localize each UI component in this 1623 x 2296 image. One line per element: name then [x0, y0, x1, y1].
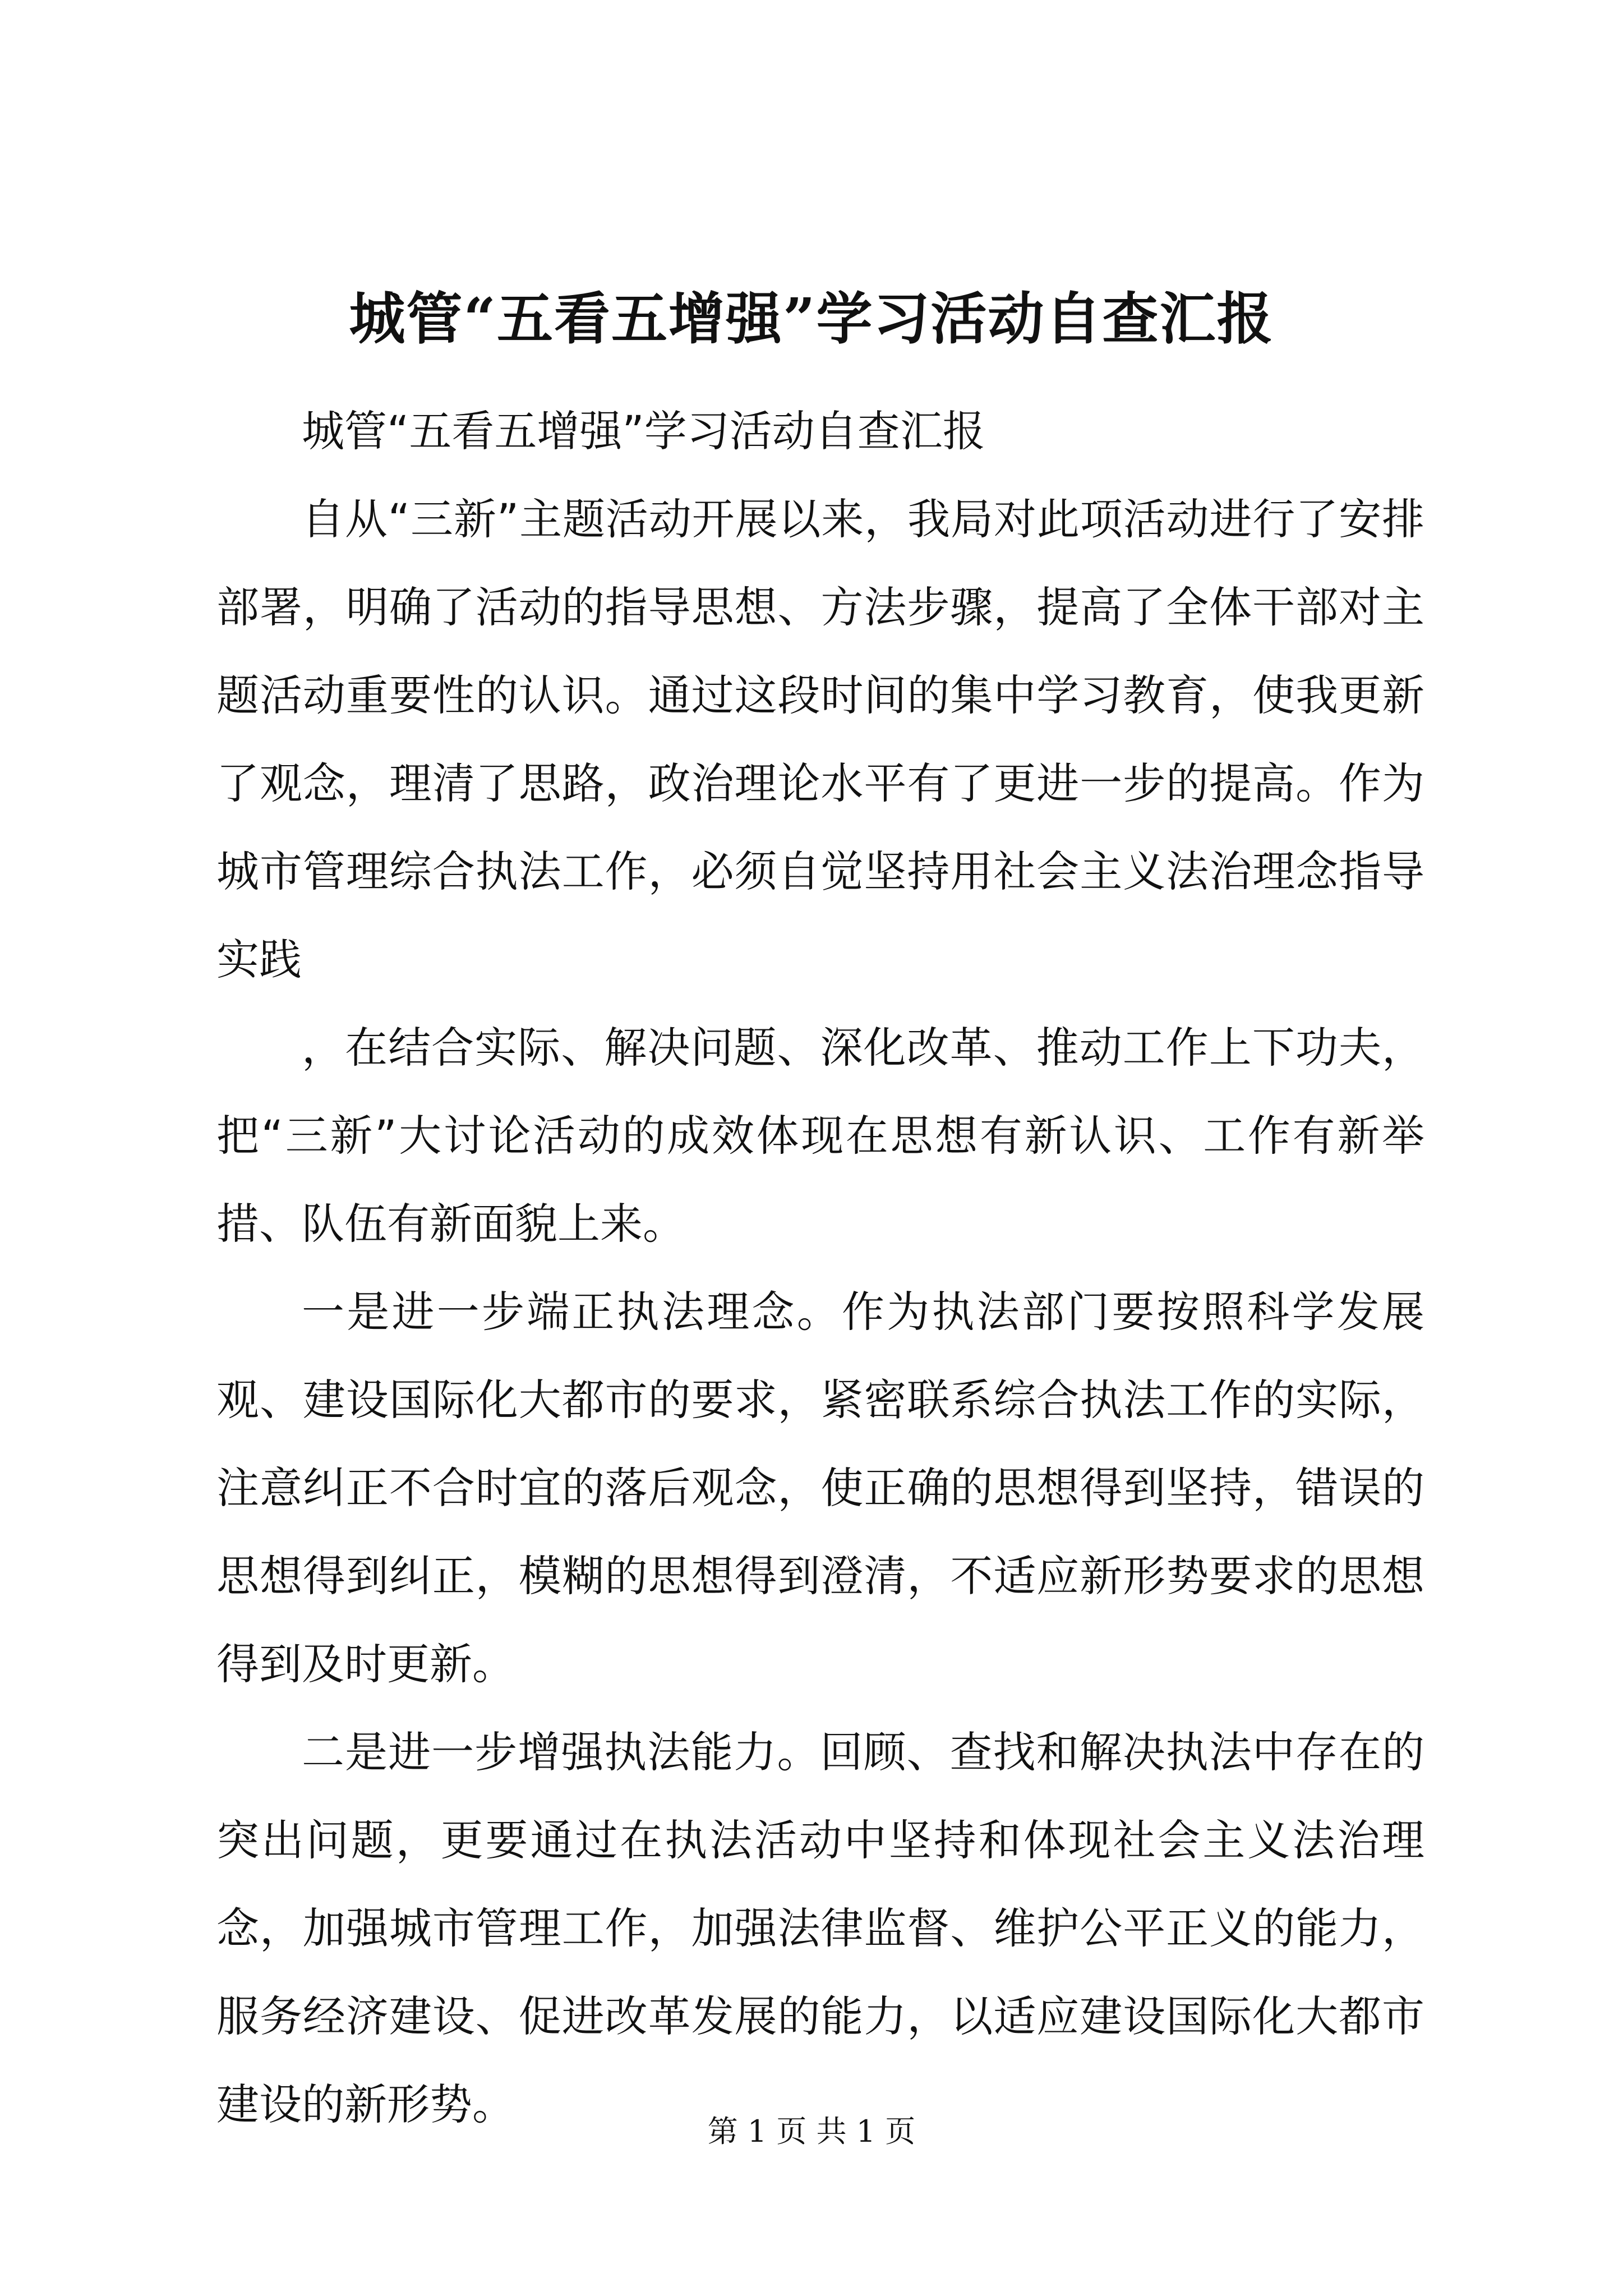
paragraph-point-two: 二是进一步增强执法能力。回顾、查找和解决执法中存在的突出问题，更要通过在执法活动中坚持和体现社会主义法治理念，加强城市管理工作，加强法律监督、维护公平正义的能力，服务经济建设、促进改革发展的能力，以适应建设国际化大都市建设的新形势。 — [216, 1727, 1424, 2129]
paragraph-subtitle: 城管“五看五增强”学习活动自查汇报 — [302, 406, 985, 456]
paragraph-introduction: 自从“三新”主题活动开展以来，我局对此项活动进行了安排部署，明确了活动的指导思想、方法步骤，提高了全体干部对主题活动重要性的认识。通过这段时间的集中学习教育，使我更新了观念，理清了思路，政治理论水平有了更进一步的提高。作为城市管理综合执法工作，必须自觉坚持用社会主义法治理念指导实践 — [216, 494, 1424, 984]
document-title: 城管“五看五增强”学习活动自查汇报 — [349, 286, 1274, 352]
paragraph-point-one: 一是进一步端正执法理念。作为执法部门要按照科学发展观、建设国际化大都市的要求，紧密联系综合执法工作的实际，注意纠正不合时宜的落后观念，使正确的思想得到坚持，错误的思想得到纠正，模糊的思想得到澄清，不适应新形势要求的思想得到及时更新。 — [216, 1287, 1424, 1689]
document-body — [216, 387, 1424, 2148]
page-number-footer: 第 1 页 共 1 页 — [707, 2114, 916, 2149]
paragraph-continuation: ，在结合实际、解决问题、深化改革、推动工作上下功夫，把“三新”大讨论活动的成效体现在思想有新认识、工作有新举措、队伍有新面貌上来。 — [216, 1023, 1424, 1249]
